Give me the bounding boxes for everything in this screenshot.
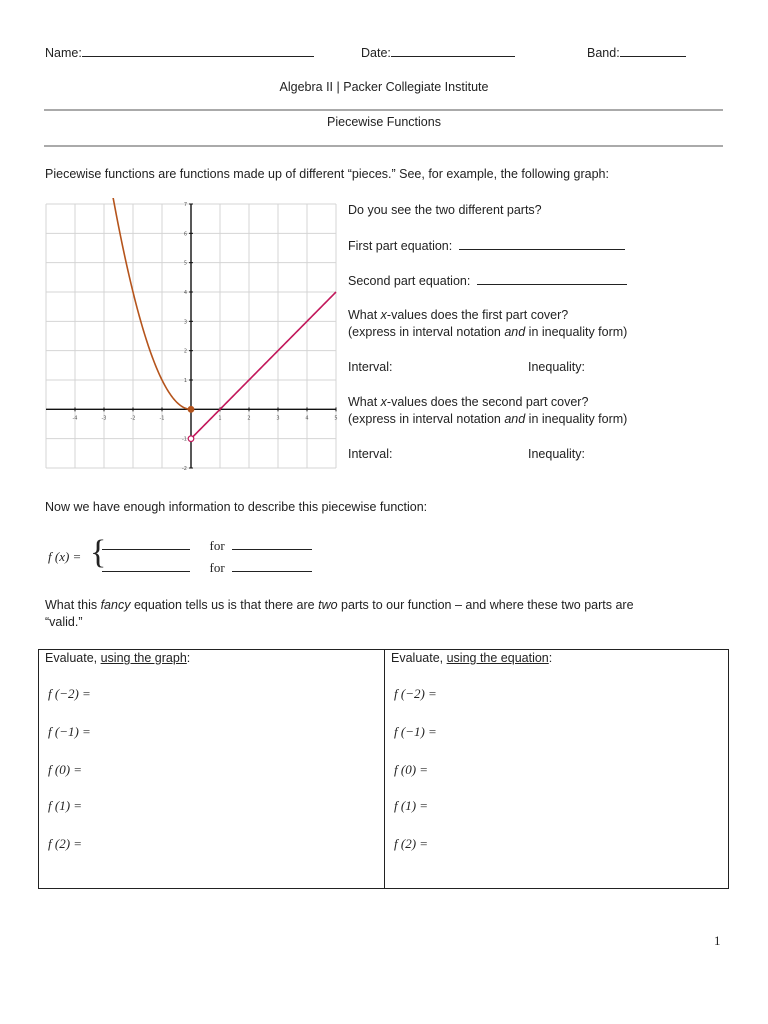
left-eval-item[interactable]: f (−2) = bbox=[48, 686, 91, 701]
page-title: Piecewise Functions bbox=[327, 115, 441, 129]
right-column-header bbox=[391, 651, 552, 665]
left-column-header bbox=[45, 651, 190, 665]
right-eval-item[interactable]: f (1) = bbox=[394, 798, 429, 813]
fx-label: f (x) = bbox=[48, 549, 82, 564]
right-eval-item[interactable]: f (0) = bbox=[394, 762, 429, 777]
two-emphasis: two bbox=[318, 598, 338, 612]
first-equation-blank[interactable] bbox=[459, 238, 625, 250]
open-endpoint bbox=[188, 436, 194, 442]
x-tick-label: 3 bbox=[276, 415, 280, 422]
piece-2-domain-blank[interactable] bbox=[232, 560, 312, 572]
instruction-text: (express in interval notation bbox=[348, 325, 505, 339]
x-tick-label: -4 bbox=[72, 415, 78, 422]
right-eval-item[interactable]: f (−1) = bbox=[394, 724, 437, 739]
and-emphasis: and bbox=[504, 412, 526, 426]
intro-text: Piecewise functions are functions made up of different “pieces.” See, for example, the following graph: bbox=[45, 167, 609, 181]
y-tick-label: 4 bbox=[183, 290, 187, 296]
fancy-text: parts to our function – and where these two parts are bbox=[337, 598, 634, 612]
band-blank[interactable] bbox=[620, 45, 686, 57]
header-text: Evaluate, bbox=[391, 651, 447, 665]
graph-ticks bbox=[73, 202, 338, 472]
x-tick-label: -3 bbox=[101, 415, 107, 422]
question-text: What bbox=[348, 395, 381, 409]
question-text: -values does the first part cover? bbox=[386, 308, 569, 322]
x-tick-label: -1 bbox=[159, 415, 165, 422]
question-second-cover-sub bbox=[348, 412, 627, 426]
date-label: Date: bbox=[361, 46, 391, 60]
piece-row-1 bbox=[102, 538, 312, 554]
table-divider bbox=[384, 650, 385, 888]
function-curve bbox=[191, 292, 336, 439]
header-colon: : bbox=[186, 651, 191, 665]
x-variable: x bbox=[380, 395, 387, 409]
second-equation-field bbox=[348, 273, 627, 288]
x-variable: x bbox=[380, 308, 387, 322]
second-inequality-label: Inequality: bbox=[528, 447, 585, 461]
band-label: Band: bbox=[587, 46, 620, 60]
question-first-cover-sub bbox=[348, 325, 627, 339]
piece-1-expression-blank[interactable] bbox=[102, 538, 190, 550]
question-text: What bbox=[348, 308, 381, 322]
instruction-text: (express in interval notation bbox=[348, 412, 505, 426]
question-two-parts: Do you see the two different parts? bbox=[348, 203, 542, 217]
for-label: for bbox=[209, 538, 225, 553]
y-tick-label: -2 bbox=[182, 466, 187, 472]
x-tick-label: -2 bbox=[130, 415, 136, 422]
y-tick-label: 7 bbox=[183, 202, 187, 208]
for-label: for bbox=[209, 560, 225, 575]
header-underlined: using the equation bbox=[446, 651, 549, 665]
question-text: -values does the second part cover? bbox=[386, 395, 589, 409]
second-equation-label: Second part equation: bbox=[348, 274, 471, 288]
second-equation-blank[interactable] bbox=[477, 273, 627, 285]
fancy-text: What this bbox=[45, 598, 101, 612]
instruction-text: in inequality form) bbox=[525, 325, 628, 339]
header-underlined: using the graph bbox=[100, 651, 187, 665]
y-tick-label: 6 bbox=[183, 231, 187, 238]
left-eval-item[interactable]: f (0) = bbox=[48, 762, 83, 777]
right-eval-item[interactable]: f (−2) = bbox=[394, 686, 437, 701]
piece-2-expression-blank[interactable] bbox=[102, 560, 190, 572]
first-equation-label: First part equation: bbox=[348, 239, 453, 253]
y-tick-label: 3 bbox=[183, 319, 187, 326]
x-tick-label: 2 bbox=[247, 415, 251, 422]
fancy-text-line-1 bbox=[45, 598, 634, 612]
name-blank[interactable] bbox=[82, 45, 314, 57]
left-eval-item[interactable]: f (−1) = bbox=[48, 724, 91, 739]
instruction-text: in inequality form) bbox=[525, 412, 628, 426]
x-tick-label: 5 bbox=[334, 415, 338, 422]
page-number: 1 bbox=[714, 933, 721, 948]
bottom-divider bbox=[44, 145, 723, 147]
date-field bbox=[361, 45, 515, 60]
left-eval-item[interactable]: f (1) = bbox=[48, 798, 83, 813]
piecewise-graph bbox=[42, 198, 342, 474]
header-text: Evaluate, bbox=[45, 651, 101, 665]
first-inequality-label: Inequality: bbox=[528, 360, 585, 374]
y-tick-label: -1 bbox=[182, 436, 187, 443]
name-label: Name: bbox=[45, 46, 82, 60]
date-blank[interactable] bbox=[391, 45, 515, 57]
graph-curves bbox=[110, 198, 336, 441]
evaluation-table bbox=[38, 649, 729, 889]
left-eval-item[interactable]: f (2) = bbox=[48, 836, 83, 851]
fancy-text: equation tells us is that there are bbox=[130, 598, 319, 612]
piece-1-domain-blank[interactable] bbox=[232, 538, 312, 550]
course-title: Algebra II | Packer Collegiate Institute bbox=[279, 80, 489, 94]
band-field bbox=[587, 45, 686, 60]
header-colon: : bbox=[548, 651, 553, 665]
first-interval-label: Interval: bbox=[348, 360, 393, 374]
question-second-cover bbox=[348, 395, 588, 409]
describe-text: Now we have enough information to describe this piecewise function: bbox=[45, 500, 428, 514]
y-tick-label: 2 bbox=[183, 348, 187, 355]
question-first-cover bbox=[348, 308, 568, 322]
y-tick-label: 5 bbox=[183, 260, 187, 267]
x-tick-label: 1 bbox=[218, 415, 222, 422]
right-eval-item[interactable]: f (2) = bbox=[394, 836, 429, 851]
piecewise-brace: { bbox=[90, 534, 107, 571]
y-tick-label: 1 bbox=[183, 378, 187, 384]
top-divider bbox=[44, 109, 723, 111]
fancy-emphasis: fancy bbox=[100, 598, 131, 612]
name-field bbox=[45, 45, 314, 60]
first-equation-field bbox=[348, 238, 625, 253]
and-emphasis: and bbox=[504, 325, 526, 339]
fancy-text-line-2: “valid.” bbox=[45, 615, 83, 629]
piece-row-2 bbox=[102, 560, 312, 576]
closed-endpoint bbox=[188, 407, 194, 413]
second-interval-label: Interval: bbox=[348, 447, 393, 461]
function-curve bbox=[110, 198, 191, 409]
x-tick-label: 4 bbox=[305, 415, 309, 422]
